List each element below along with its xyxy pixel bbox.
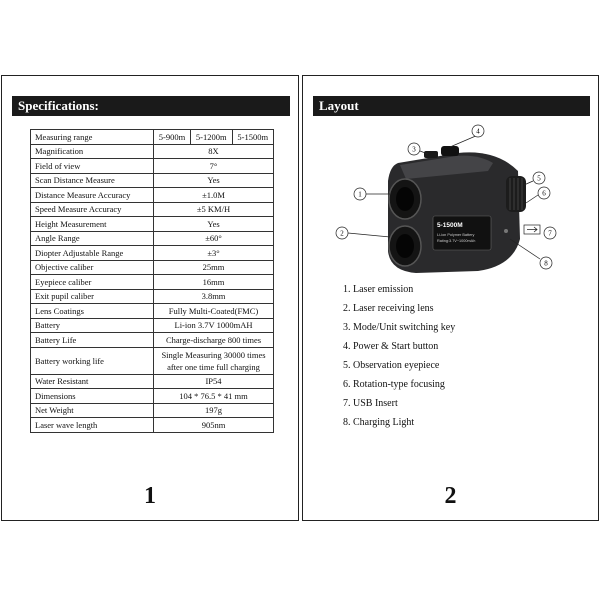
- callout-number: 3: [412, 145, 416, 154]
- device-battery-text: Li-ion Polymer Battery: [437, 233, 475, 237]
- table-row: [31, 318, 274, 333]
- spec-value: 3.8mm: [154, 289, 274, 304]
- spec-value: 5-900m: [154, 130, 191, 145]
- table-row: [31, 159, 274, 174]
- spec-label: Scan Distance Measure: [31, 173, 154, 188]
- spec-value: ±60°: [154, 231, 274, 246]
- mode-button: [424, 151, 438, 158]
- spec-label: Magnification: [31, 144, 154, 159]
- callout-number: 4: [476, 127, 480, 136]
- table-row: [31, 130, 274, 145]
- specifications-page: [1, 75, 299, 521]
- spec-label: Water Resistant: [31, 374, 154, 389]
- table-row: [31, 231, 274, 246]
- table-row: [31, 389, 274, 404]
- table-row: [31, 275, 274, 290]
- spec-value: IP54: [154, 374, 274, 389]
- spec-value: 197g: [154, 403, 274, 418]
- spec-label: Exit pupil caliber: [31, 289, 154, 304]
- spec-label: Objective caliber: [31, 260, 154, 275]
- spec-label: Height Measurement: [31, 217, 154, 232]
- device-model-text: 5-1500M: [437, 222, 463, 229]
- layout-legend-list: [343, 280, 455, 432]
- table-row: [31, 403, 274, 418]
- spec-value: [154, 347, 274, 374]
- spec-value: 905nm: [154, 418, 274, 433]
- spec-label: Battery Life: [31, 333, 154, 348]
- spec-value: 5-1500m: [232, 130, 274, 145]
- callout-number: 8: [544, 259, 548, 268]
- callout-number: 7: [548, 229, 552, 238]
- charging-light: [504, 229, 508, 233]
- spec-label: Laser wave length: [31, 418, 154, 433]
- spec-value: 25mm: [154, 260, 274, 275]
- spec-value: Yes: [154, 217, 274, 232]
- table-row: [31, 202, 274, 217]
- list-item: 3. Mode/Unit switching key: [343, 322, 456, 333]
- spec-label: Battery: [31, 318, 154, 333]
- spec-label: Measuring range: [31, 130, 154, 145]
- spec-label: Angle Range: [31, 231, 154, 246]
- table-row: [31, 173, 274, 188]
- spec-label: Diopter Adjustable Range: [31, 246, 154, 261]
- receiving-lens-inner: [396, 234, 414, 258]
- list-item: 5. Observation eyepiece: [343, 360, 440, 371]
- device-rating-text: Rating:3.7V~1000mAh: [437, 239, 476, 243]
- spec-value: 104 * 76.5 * 41 mm: [154, 389, 274, 404]
- table-row: [31, 347, 274, 374]
- layout-page: [302, 75, 599, 521]
- page-number: 2: [444, 483, 457, 509]
- spec-value: 8X: [154, 144, 274, 159]
- list-item: 7. USB Insert: [343, 398, 398, 409]
- table-row: [31, 289, 274, 304]
- callout-number: 5: [537, 174, 541, 183]
- callout-number: 2: [340, 229, 344, 238]
- page-number: 1: [144, 483, 156, 509]
- table-row: [31, 246, 274, 261]
- spec-value: ±5 KM/H: [154, 202, 274, 217]
- power-button: [441, 146, 459, 156]
- spec-label: Eyepiece caliber: [31, 275, 154, 290]
- spec-label: Distance Measure Accuracy: [31, 188, 154, 203]
- table-row: [31, 418, 274, 433]
- callout-number: 6: [542, 189, 546, 198]
- list-item: 2. Laser receiving lens: [343, 303, 434, 314]
- spec-label: Speed Measure Accuracy: [31, 202, 154, 217]
- rangefinder-diagram: [328, 121, 578, 281]
- layout-header: Layout: [313, 96, 590, 116]
- table-row: [31, 144, 274, 159]
- spec-value-line: Single Measuring 30000 times: [161, 349, 266, 360]
- table-row: [31, 333, 274, 348]
- eyepiece: [506, 176, 526, 212]
- spec-value: 5-1200m: [191, 130, 232, 145]
- list-item: 4. Power & Start button: [343, 341, 439, 352]
- spec-value: Fully Multi-Coated(FMC): [154, 304, 274, 319]
- table-row: [31, 260, 274, 275]
- spec-value: ±3°: [154, 246, 274, 261]
- spec-label: Battery working life: [31, 347, 154, 374]
- table-row: [31, 304, 274, 319]
- list-item: 1. Laser emission: [343, 284, 414, 295]
- list-item: 8. Charging Light: [343, 417, 415, 428]
- table-row: [31, 217, 274, 232]
- spec-value: 7°: [154, 159, 274, 174]
- callout-number: 1: [358, 190, 362, 199]
- spec-value: Li-ion 3.7V 1000mAH: [154, 318, 274, 333]
- spec-label: Field of view: [31, 159, 154, 174]
- specifications-header: Specifications:: [12, 96, 290, 116]
- spec-label: Lens Coatings: [31, 304, 154, 319]
- laser-emission-inner: [396, 187, 414, 211]
- spec-value: Charge-discharge 800 times: [154, 333, 274, 348]
- spec-label: Net Weight: [31, 403, 154, 418]
- table-row: [31, 374, 274, 389]
- spec-value: ±1.0M: [154, 188, 274, 203]
- spec-label: Dimensions: [31, 389, 154, 404]
- spec-value-line: after one time full charging: [167, 361, 260, 372]
- table-row: [31, 188, 274, 203]
- spec-value: 16mm: [154, 275, 274, 290]
- spec-value: Yes: [154, 173, 274, 188]
- specifications-table: [30, 129, 274, 433]
- list-item: 6. Rotation-type focusing: [343, 379, 445, 390]
